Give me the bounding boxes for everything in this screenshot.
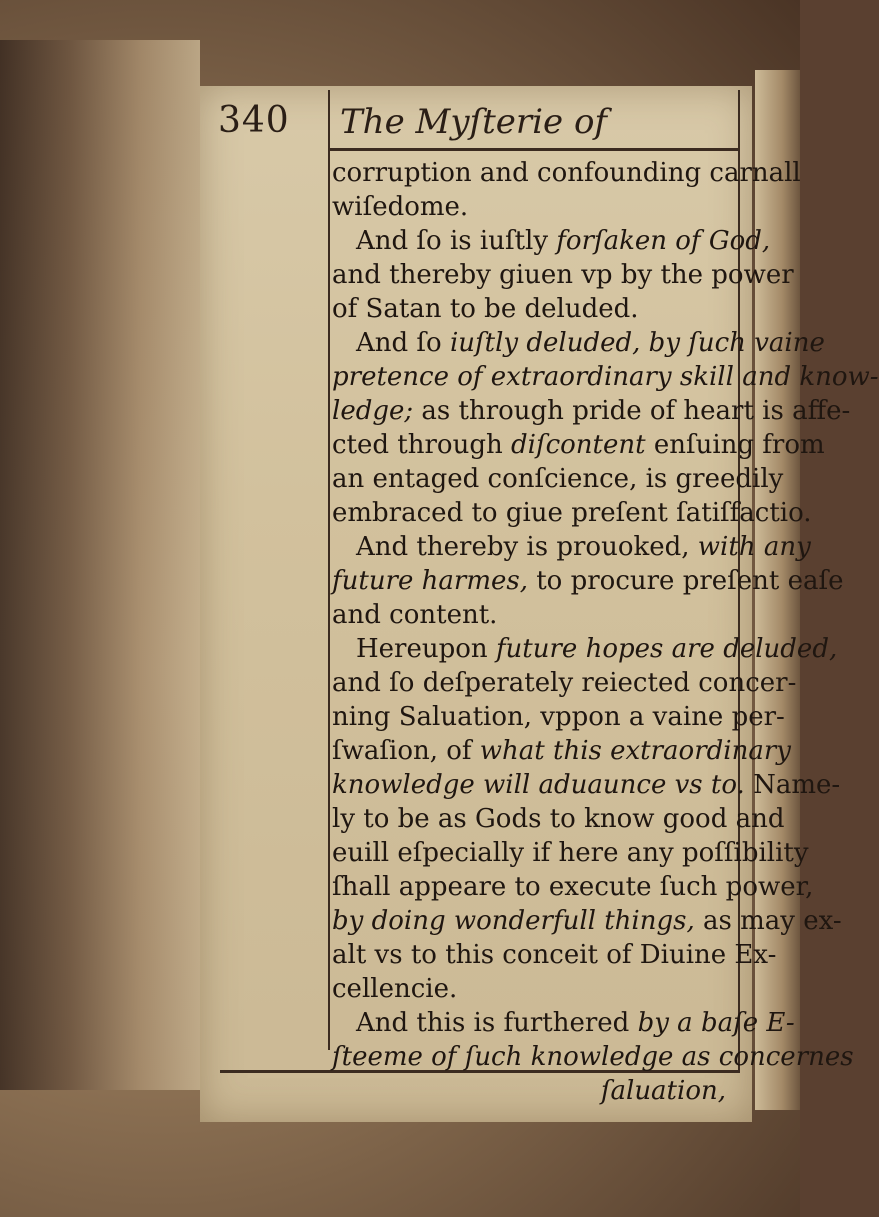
roman-text: of Satan to be deluded. — [332, 294, 639, 324]
running-head — [200, 86, 752, 156]
text-line — [332, 632, 838, 666]
left-page-edge — [0, 40, 200, 1090]
roman-text: ſwaſion, of — [332, 736, 480, 766]
text-line — [332, 666, 797, 700]
roman-text: ning Saluation, vppon a vaine per- — [332, 702, 785, 732]
text-line — [332, 938, 777, 972]
roman-text: cted through — [332, 430, 511, 460]
book-page — [200, 86, 879, 1122]
roman-text: as through pride of heart is affe- — [413, 396, 851, 426]
text-line — [332, 496, 812, 530]
text-line — [332, 904, 842, 938]
roman-text: enſuing from — [645, 430, 825, 460]
roman-text: to procure preſent eaſe — [527, 566, 844, 596]
roman-text: cellencie. — [332, 974, 458, 1004]
italic-text: iuſtly deluded, by ſuch vaine — [449, 328, 825, 358]
head-rule — [330, 148, 740, 151]
body-text — [332, 156, 879, 1108]
text-line — [332, 292, 732, 326]
page-number: 340 — [218, 100, 290, 141]
text-line — [332, 598, 732, 632]
text-line — [332, 972, 732, 1006]
italic-text: with any — [697, 532, 811, 562]
roman-text: ſhall appeare to execute ſuch power, — [332, 872, 814, 902]
roman-text: an entaged conſcience, is greedily — [332, 464, 784, 494]
text-line — [332, 768, 841, 802]
roman-text: Hereupon — [356, 634, 496, 664]
text-line — [332, 870, 814, 904]
text-line — [332, 326, 825, 360]
text-line — [332, 1006, 795, 1040]
italic-text: forſaken of God, — [556, 226, 771, 256]
text-line — [332, 224, 771, 258]
roman-text: euill eſpecially if here any poſſibility — [332, 838, 809, 868]
roman-text: wiſedome. — [332, 192, 469, 222]
text-line — [332, 1040, 854, 1074]
roman-text: ly to be as Gods to know good and — [332, 804, 785, 834]
roman-text: Name- — [744, 770, 841, 800]
roman-text: And this is furthered — [356, 1008, 638, 1038]
text-line — [332, 190, 732, 224]
text-line — [332, 700, 785, 734]
italic-text: knowledge will aduaunce vs to. — [332, 770, 745, 800]
italic-text: diſcontent — [510, 430, 646, 460]
text-line — [332, 428, 825, 462]
italic-text: pretence of extraordinary skill and know- — [332, 362, 879, 392]
roman-text: corruption and confounding carnall — [332, 158, 801, 188]
italic-text: future hopes are deluded, — [495, 634, 838, 664]
italic-text: what this extraordinary — [479, 736, 791, 766]
text-line — [332, 564, 844, 598]
roman-text: and content. — [332, 600, 498, 630]
italic-text: future harmes, — [332, 566, 528, 596]
roman-text: And ſo is iuſtly — [356, 226, 557, 256]
text-line — [332, 360, 879, 394]
italic-text: ſteeme of ſuch knowledge as concernes — [332, 1042, 854, 1072]
roman-text: and thereby giuen vp by the power — [332, 260, 794, 290]
roman-text: And thereby is prouoked, — [356, 532, 698, 562]
italic-text: by doing wonderfull things, — [332, 906, 695, 936]
text-line — [332, 734, 791, 768]
roman-text: alt vs to this conceit of Diuine Ex- — [332, 940, 777, 970]
margin-rule — [328, 90, 330, 1050]
text-line — [332, 156, 801, 190]
text-line — [332, 258, 794, 292]
text-line — [332, 802, 785, 836]
text-line — [332, 530, 811, 564]
italic-text: by a baſe E- — [637, 1008, 795, 1038]
running-title: The Myſterie of — [340, 102, 608, 142]
text-line — [332, 836, 809, 870]
text-line — [332, 462, 784, 496]
roman-text: embraced to giue preſent ſatiſfactio. — [332, 498, 812, 528]
roman-text: as may ex- — [694, 906, 842, 936]
roman-text: And ſo — [356, 328, 450, 358]
roman-text: and ſo deſperately reiected concer- — [332, 668, 797, 698]
text-line — [332, 394, 851, 428]
italic-text: ledge; — [332, 396, 414, 426]
catchword: ſaluation, — [600, 1076, 726, 1106]
